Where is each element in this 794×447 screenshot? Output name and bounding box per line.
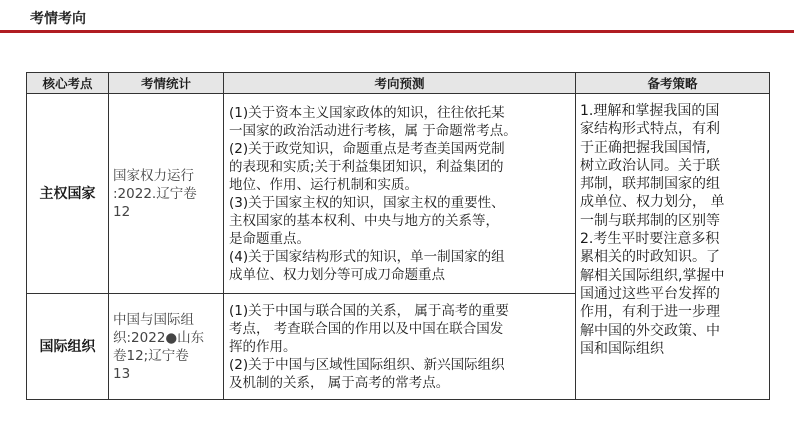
header-stats: 考情统计 (109, 73, 224, 94)
prediction-line: 成单位、权力划分等可成刀命题重点 (229, 266, 445, 283)
section-title: 考情考向 (30, 11, 86, 27)
header-core-topic: 核心考点 (27, 73, 109, 94)
stats-cell (109, 294, 224, 400)
strategy-line: 邦制，联邦制国家的组 (580, 176, 720, 193)
exam-analysis-table-container (26, 72, 769, 400)
prediction-line: 考点， 考查联合国的作用以及中国在联合国发 (229, 320, 504, 337)
strategy-line: 家结构形式特点，有利 (580, 121, 720, 138)
strategy-line: 于正确把握我国国情, (580, 139, 711, 156)
core-topic-cell: 国际组织 (27, 294, 109, 400)
table-header-row (27, 73, 770, 94)
strategy-line: 2.考生平时要注意多积 (580, 231, 720, 248)
strategy-line: 树立政治认同。关于联 (580, 157, 720, 174)
prediction-line: (1)关于资本主义国家政体的知识，往往依托某 (229, 104, 505, 121)
strategy-line: 国通过这些平台发挥的 (580, 285, 720, 302)
strategy-line: 国和国际组织 (580, 340, 664, 357)
prediction-line: (1)关于中国与联合国的关系， 属于高考的重要 (229, 302, 509, 319)
header-prediction: 考向预测 (224, 73, 576, 94)
core-topic-cell: 主权国家 (27, 94, 109, 294)
stats-line: :2022.辽宁卷 (113, 185, 197, 202)
strategy-line: 解中国的外交政策、中 (580, 322, 720, 339)
prediction-cell (224, 94, 576, 294)
stats-line: 12 (113, 203, 131, 220)
header-strategy: 备考策略 (576, 73, 770, 94)
prediction-line: (3)关于国家主权的知识，国家主权的重要性、 (229, 194, 505, 211)
strategy-line: 成单位、权力划分， 单 (580, 194, 725, 211)
stats-cell (109, 94, 224, 294)
prediction-line: 及机制的关系， 属于高考的常考点。 (229, 374, 450, 391)
header-divider (0, 30, 794, 33)
strategy-line: 解相关国际组织,掌握中 (580, 267, 725, 284)
table-row (27, 94, 770, 294)
prediction-line: 地位、作用、运行机制和实质。 (229, 176, 418, 193)
prediction-line: (4)关于国家结构形式的知识，单一制国家的组 (229, 248, 505, 265)
strategy-line: 1.理解和掌握我国的国 (580, 103, 720, 119)
strategy-line: 一制与联邦制的区别等 (580, 212, 720, 229)
stats-line: 国家权力运行 (113, 167, 194, 184)
prediction-line: 的表现和实质;关于利益集团知识，利益集团的 (229, 158, 504, 175)
stats-line: 13 (113, 365, 131, 382)
prediction-line: 一国家的政治活动进行考核，属 于命题常考点。 (229, 122, 517, 139)
strategy-cell (576, 94, 770, 400)
prediction-line: (2)关于政党知识，命题重点是考查美国两党制 (229, 140, 505, 157)
prediction-cell (224, 294, 576, 400)
strategy-line: 作用，有利于进一步理 (580, 304, 720, 321)
strategy-line: 累相关的时政知识。了 (580, 249, 720, 266)
prediction-line: (2)关于中国与区域性国际组织、新兴国际组织 (229, 356, 505, 373)
stats-line: 中国与国际组 (113, 311, 194, 328)
prediction-line: 主权国家的基本权利、中央与地方的关系等， (229, 212, 499, 229)
prediction-line: 是命题重点。 (229, 230, 310, 247)
stats-line: 卷12;辽宁卷 (113, 347, 189, 364)
stats-line: 织:2022●山东 (113, 329, 205, 346)
exam-analysis-table (26, 72, 770, 400)
prediction-line: 挥的作用。 (229, 338, 297, 355)
